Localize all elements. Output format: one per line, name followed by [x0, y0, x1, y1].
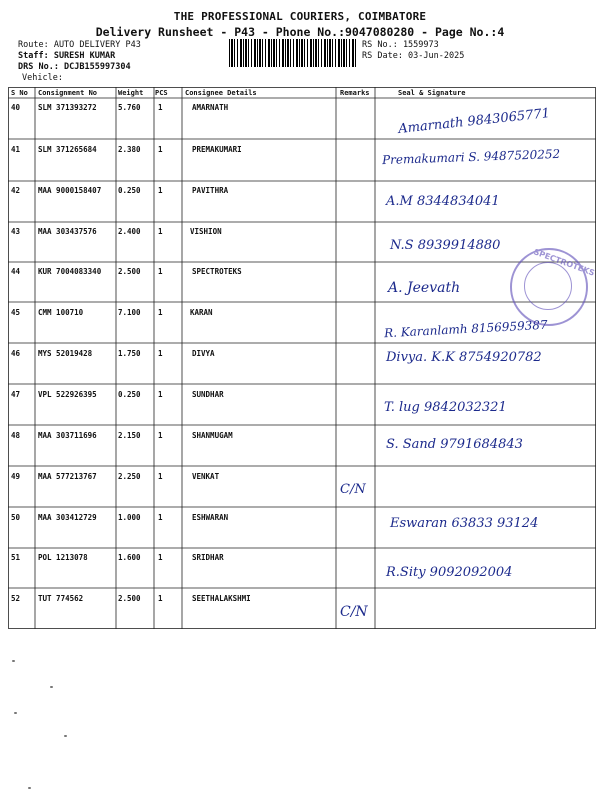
table-row-weight: 2.150 [118, 431, 141, 440]
ink-mark [50, 686, 53, 688]
col-consignee: Consignee Details [185, 89, 257, 97]
table-row-consignee: SUNDHAR [192, 390, 224, 399]
table-row-pcs: 1 [158, 227, 163, 236]
table-row-sno: 46 [11, 349, 21, 358]
table-row-consignee: SEETHALAKSHMI [192, 594, 251, 603]
table-row-consignee: VISHION [190, 227, 222, 236]
table-row-consignee: VENKAT [192, 472, 220, 481]
col-weight: Weight [118, 89, 144, 97]
table-row-pcs: 1 [158, 308, 163, 317]
table-row-signature: S. Sand 9791684843 [386, 437, 523, 452]
table-row-consignment: SLM 371265684 [38, 145, 97, 154]
table-row-consignment: MAA 303437576 [38, 227, 97, 236]
table-row-signature: Amarnath 9843065771 [397, 106, 551, 137]
staff-label: Staff: SURESH KUMAR [18, 51, 116, 61]
barcode [229, 39, 357, 67]
table-row-pcs: 1 [158, 267, 163, 276]
vehicle-label: Vehicle: [22, 73, 63, 83]
table-row-pcs: 1 [158, 594, 163, 603]
table-row-weight: 1.750 [118, 349, 141, 358]
table-row-consignee: PREMAKUMARI [192, 145, 242, 154]
table-row-sno: 43 [11, 227, 21, 236]
runsheet-title: Delivery Runsheet - P43 - Phone No.:9047080280 - Page No.:4 [95, 25, 505, 39]
table-row-signature: N.S 8939914880 [390, 238, 501, 253]
col-pcs: PCS [155, 89, 168, 97]
table-row-weight: 2.400 [118, 227, 141, 236]
table-row-pcs: 1 [158, 431, 163, 440]
table-row-pcs: 1 [158, 472, 163, 481]
table-row-consignment: MAA 9000158407 [38, 186, 102, 195]
table-row-consignment: MAA 303412729 [38, 513, 97, 522]
rs-date: RS Date: 03-Jun-2025 [362, 51, 465, 61]
table-row-consignment: KUR 7004083340 [38, 267, 102, 276]
table-row-consignment: MAA 577213767 [38, 472, 97, 481]
table-row-signature: T. lug 9842032321 [384, 400, 507, 415]
table-row-sno: 47 [11, 390, 21, 399]
route-label: Route: AUTO DELIVERY P43 [18, 40, 141, 50]
table-row-weight: 1.600 [118, 553, 141, 562]
table-row-weight: 2.500 [118, 594, 141, 603]
table-row-sno: 41 [11, 145, 21, 154]
table-row-sno: 50 [11, 513, 21, 522]
rs-number: RS No.: 1559973 [362, 40, 439, 50]
table-row-consignee: SPECTROTEKS [192, 267, 242, 276]
table-row-sno: 49 [11, 472, 21, 481]
table-row-weight: 2.380 [118, 145, 141, 154]
table-row-pcs: 1 [158, 186, 163, 195]
table-row-signature: R. Karanlamh 8156959387 [383, 317, 548, 341]
table-row-consignee: DIVYA [192, 349, 215, 358]
stamp-text: SPECTROTEKS [532, 247, 596, 278]
table-row-consignee: SHANMUGAM [192, 431, 233, 440]
table-row-consignee: SRIDHAR [192, 553, 224, 562]
ink-mark [28, 787, 31, 789]
ink-mark [12, 660, 15, 662]
table-row-consignee: AMARNATH [192, 103, 229, 112]
table-row-sno: 51 [11, 553, 21, 562]
table-row-consignee: ESHWARAN [192, 513, 229, 522]
col-remarks: Remarks [340, 89, 370, 97]
company-title: THE PROFESSIONAL COURIERS, COIMBATORE [173, 10, 427, 23]
table-row-pcs: 1 [158, 349, 163, 358]
table-row-pcs: 1 [158, 145, 163, 154]
table-row-sno: 52 [11, 594, 21, 603]
table-row-sno: 44 [11, 267, 21, 276]
table-row-remarks: C/N [340, 482, 366, 497]
table-row-weight: 1.000 [118, 513, 141, 522]
table-row-signature: R.Sity 9092092004 [386, 565, 513, 580]
table-row-pcs: 1 [158, 390, 163, 399]
ink-mark [14, 712, 17, 714]
table-row-weight: 5.760 [118, 103, 141, 112]
table-row-pcs: 1 [158, 553, 163, 562]
table-row-weight: 7.100 [118, 308, 141, 317]
col-signature: Seal & Signature [398, 89, 466, 97]
table-row-signature: A. Jeevath [388, 280, 461, 296]
table-row-pcs: 1 [158, 513, 163, 522]
table-row-consignment: MYS 52019428 [38, 349, 93, 358]
table-row-sno: 42 [11, 186, 21, 195]
table-row-sno: 48 [11, 431, 21, 440]
table-row-signature: A.M 8344834041 [386, 194, 500, 209]
table-row-signature: Eswaran 63833 93124 [390, 516, 539, 531]
table-row-consignee: PAVITHRA [192, 186, 229, 195]
table-row-weight: 0.250 [118, 186, 141, 195]
col-sno: S No [11, 89, 28, 97]
table-row-sno: 45 [11, 308, 21, 317]
drs-number: DRS No.: DCJB155997304 [18, 62, 131, 72]
table-row-weight: 0.250 [118, 390, 141, 399]
table-row-consignment: SLM 371393272 [38, 103, 97, 112]
table-row-consignment: POL 1213078 [38, 553, 88, 562]
table-row-signature: Premakumari S. 9487520252 [381, 146, 561, 168]
col-consignment: Consignment No [38, 89, 98, 97]
table-row-sno: 40 [11, 103, 21, 112]
table-row-remarks: C/N [340, 604, 368, 620]
table-row-consignment: MAA 303711696 [38, 431, 97, 440]
company-stamp [510, 247, 596, 326]
table-row-consignee: KARAN [190, 308, 213, 317]
ink-mark [64, 735, 67, 737]
table-row-consignment: TUT 774562 [38, 594, 84, 603]
table-row-consignment: CMM 100710 [38, 308, 84, 317]
table-row-pcs: 1 [158, 103, 163, 112]
table-row-weight: 2.500 [118, 267, 141, 276]
table-row-consignment: VPL 522926395 [38, 390, 97, 399]
table-row-weight: 2.250 [118, 472, 141, 481]
table-row-signature: Divya. K.K 8754920782 [386, 350, 542, 365]
